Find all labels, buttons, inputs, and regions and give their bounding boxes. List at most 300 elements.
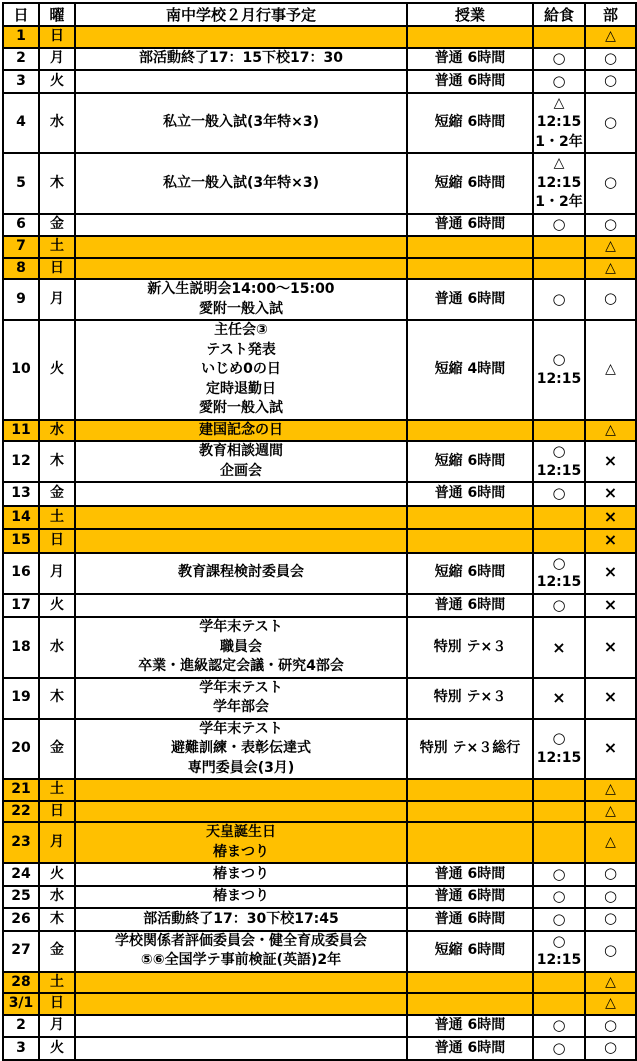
weekday-cell xyxy=(39,1037,75,1060)
club-cell-text: △ xyxy=(605,781,616,797)
club-cell-text: ○ xyxy=(603,1038,618,1056)
day-cell xyxy=(3,279,39,320)
weekday-cell xyxy=(39,617,75,678)
events-cell xyxy=(75,801,407,823)
weekday-cell xyxy=(39,553,75,594)
class-cell xyxy=(407,279,533,320)
day-cell xyxy=(3,26,39,48)
weekday-cell-text: 水 xyxy=(50,114,64,130)
class-cell-text: 普通 6時間 xyxy=(434,1017,506,1033)
club-cell xyxy=(585,214,636,237)
weekday-cell xyxy=(39,863,75,886)
table-row xyxy=(3,258,636,280)
events-line: 卒業・進級認定会議・研究4部会 xyxy=(138,658,344,674)
club-cell-text: △ xyxy=(605,973,616,990)
weekday-cell-text: 水 xyxy=(50,888,64,904)
club-cell xyxy=(585,719,636,780)
lunch-cell xyxy=(533,594,585,618)
day-cell-text: 17 xyxy=(11,596,31,613)
events-cell xyxy=(75,908,407,931)
day-cell xyxy=(3,482,39,506)
events-line: ⑤⑥全国学テ事前検証(英語)2年 xyxy=(140,952,342,968)
day-cell-text: 19 xyxy=(11,689,31,706)
lunch-cell xyxy=(533,719,585,780)
weekday-cell-text: 月 xyxy=(50,50,64,66)
header-day: 日 xyxy=(3,3,39,26)
events-cell xyxy=(75,48,407,71)
weekday-cell-text: 金 xyxy=(50,942,64,959)
table-row xyxy=(3,26,636,48)
club-cell xyxy=(585,779,636,801)
day-cell xyxy=(3,931,39,972)
events-line: 愛附一般入試 xyxy=(199,400,283,416)
club-cell xyxy=(585,863,636,886)
class-cell-text: 特別 テ×３ xyxy=(433,638,507,655)
club-cell-text: ○ xyxy=(603,886,618,905)
header-class: 授業 xyxy=(407,3,533,26)
events-cell xyxy=(75,153,407,214)
events-cell xyxy=(75,214,407,237)
day-cell xyxy=(3,617,39,678)
events-line: 椿まつり xyxy=(213,888,269,904)
club-cell xyxy=(585,70,636,93)
header-weekday: 曜 xyxy=(39,3,75,26)
lunch-cell xyxy=(533,1015,585,1038)
day-cell-text: 28 xyxy=(11,973,31,990)
class-cell-text: 短縮 6時間 xyxy=(434,942,506,959)
club-cell xyxy=(585,26,636,48)
lunch-cell xyxy=(533,617,585,678)
club-cell-text: ○ xyxy=(603,864,618,882)
lunch-line: 1・2年 xyxy=(535,194,583,210)
day-cell xyxy=(3,420,39,442)
club-cell-text: △ xyxy=(605,259,616,276)
table-row xyxy=(3,886,636,909)
weekday-cell-text: 日 xyxy=(50,802,64,819)
lunch-line: ○ xyxy=(552,553,566,572)
weekday-cell xyxy=(39,506,75,530)
day-cell-text: 21 xyxy=(11,781,31,797)
day-cell xyxy=(3,678,39,719)
table-row xyxy=(3,236,636,258)
day-cell-text: 4 xyxy=(16,114,26,130)
lunch-cell xyxy=(533,1037,585,1060)
weekday-cell xyxy=(39,1015,75,1038)
club-cell xyxy=(585,931,636,972)
club-cell xyxy=(585,617,636,678)
events-line: 学年末テスト xyxy=(199,679,283,696)
class-cell xyxy=(407,48,533,71)
day-cell xyxy=(3,719,39,780)
day-cell xyxy=(3,320,39,420)
class-cell-text: 普通 6時間 xyxy=(434,72,506,89)
weekday-cell xyxy=(39,93,75,154)
class-cell-text: 短縮 6時間 xyxy=(434,114,506,130)
club-cell-text: × xyxy=(603,562,618,582)
class-cell xyxy=(407,553,533,594)
class-cell xyxy=(407,258,533,280)
table-row xyxy=(3,908,636,931)
weekday-cell xyxy=(39,908,75,931)
table-row xyxy=(3,594,636,618)
club-cell-text: △ xyxy=(605,238,616,254)
table-row xyxy=(3,320,636,420)
lunch-cell xyxy=(533,26,585,48)
table-row xyxy=(3,678,636,719)
day-cell xyxy=(3,441,39,482)
events-line: 天皇誕生日 xyxy=(206,824,276,840)
weekday-cell xyxy=(39,214,75,237)
club-cell xyxy=(585,801,636,823)
events-line: 学年部会 xyxy=(213,699,269,715)
weekday-cell xyxy=(39,320,75,420)
lunch-line: 12:15 xyxy=(536,370,582,387)
club-cell xyxy=(585,506,636,530)
table-row xyxy=(3,972,636,994)
weekday-cell xyxy=(39,886,75,909)
weekday-cell xyxy=(39,26,75,48)
class-cell-text: 短縮 6時間 xyxy=(434,564,506,581)
lunch-line: ○ xyxy=(552,484,566,502)
weekday-cell xyxy=(39,48,75,71)
day-cell-text: 15 xyxy=(11,532,31,548)
lunch-line: 12:15 xyxy=(536,574,582,590)
weekday-cell-text: 土 xyxy=(50,238,64,254)
lunch-cell xyxy=(533,506,585,530)
lunch-line: △ xyxy=(553,155,565,171)
events-line: 職員会 xyxy=(220,638,262,655)
events-cell xyxy=(75,972,407,994)
events-line: 私立一般入試(3年特×3) xyxy=(162,114,319,130)
lunch-cell xyxy=(533,279,585,320)
events-line: いじめ0の日 xyxy=(201,361,281,377)
day-cell xyxy=(3,1015,39,1038)
club-cell xyxy=(585,886,636,909)
class-cell xyxy=(407,678,533,719)
class-cell xyxy=(407,26,533,48)
weekday-cell-text: 日 xyxy=(50,995,64,1011)
table-row xyxy=(3,801,636,823)
lunch-cell xyxy=(533,48,585,71)
lunch-line: 12:15 xyxy=(536,462,582,479)
weekday-cell xyxy=(39,153,75,214)
weekday-cell-text: 火 xyxy=(50,1039,64,1056)
club-cell xyxy=(585,48,636,71)
lunch-line: ○ xyxy=(552,887,566,905)
class-cell xyxy=(407,594,533,618)
club-cell xyxy=(585,908,636,931)
events-line: 私立一般入試(3年特×3) xyxy=(162,174,319,191)
table-row xyxy=(3,779,636,801)
club-cell xyxy=(585,678,636,719)
club-cell-text: × xyxy=(603,483,618,502)
class-cell-text: 短縮 6時間 xyxy=(434,174,506,191)
class-cell xyxy=(407,972,533,994)
club-cell xyxy=(585,594,636,618)
events-line: 避難訓練・表彰伝達式 xyxy=(171,740,311,756)
weekday-cell xyxy=(39,931,75,972)
club-cell-text: ○ xyxy=(603,214,618,233)
day-cell-text: 6 xyxy=(16,216,26,232)
class-cell xyxy=(407,506,533,530)
class-cell xyxy=(407,822,533,863)
weekday-cell-text: 火 xyxy=(50,865,64,882)
table-row xyxy=(3,719,636,780)
lunch-cell xyxy=(533,441,585,482)
class-cell xyxy=(407,236,533,258)
header-title: 南中学校２月行事予定 xyxy=(75,3,407,26)
table-row xyxy=(3,931,636,972)
class-cell-text: 普通 6時間 xyxy=(434,485,506,501)
lunch-line: × xyxy=(552,637,566,657)
lunch-cell xyxy=(533,214,585,237)
weekday-cell-text: 木 xyxy=(50,689,64,706)
day-cell xyxy=(3,506,39,530)
day-cell-text: 12 xyxy=(11,452,31,469)
weekday-cell xyxy=(39,236,75,258)
day-cell-text: 14 xyxy=(11,508,31,525)
table-row xyxy=(3,93,636,154)
class-cell xyxy=(407,863,533,886)
class-cell xyxy=(407,93,533,154)
day-cell-text: 5 xyxy=(16,174,26,191)
club-cell xyxy=(585,441,636,482)
weekday-cell xyxy=(39,719,75,780)
club-cell xyxy=(585,529,636,553)
club-cell-text: ○ xyxy=(603,173,618,191)
lunch-line: ○ xyxy=(552,595,566,614)
lunch-line: 12:15 xyxy=(536,114,582,130)
weekday-cell-text: 火 xyxy=(50,361,64,377)
club-cell-text: ○ xyxy=(603,48,618,67)
table-row xyxy=(3,506,636,530)
day-cell-text: 22 xyxy=(11,802,31,819)
club-cell xyxy=(585,972,636,994)
events-line: 学校関係者評価委員会・健全育成委員会 xyxy=(115,932,367,949)
lunch-cell xyxy=(533,320,585,420)
day-cell-text: 26 xyxy=(11,910,31,927)
class-cell xyxy=(407,482,533,506)
table-row xyxy=(3,1015,636,1038)
weekday-cell-text: 火 xyxy=(50,596,64,613)
day-cell-text: 20 xyxy=(11,740,31,756)
day-cell xyxy=(3,70,39,93)
lunch-line: 1・2年 xyxy=(535,133,583,150)
lunch-cell xyxy=(533,908,585,931)
weekday-cell xyxy=(39,482,75,506)
day-cell-text: 11 xyxy=(11,421,31,438)
lunch-cell xyxy=(533,801,585,823)
table-row xyxy=(3,617,636,678)
class-cell xyxy=(407,779,533,801)
weekday-cell xyxy=(39,678,75,719)
day-cell xyxy=(3,258,39,280)
weekday-cell-text: 月 xyxy=(50,290,64,307)
lunch-cell xyxy=(533,886,585,909)
lunch-line: ○ xyxy=(552,931,566,950)
club-cell-text: △ xyxy=(605,833,616,850)
events-line: 新入生説明会14:00〜15:00 xyxy=(147,281,335,297)
lunch-line: ○ xyxy=(552,1038,566,1057)
header-lunch: 給食 xyxy=(533,3,585,26)
club-cell xyxy=(585,482,636,506)
class-cell xyxy=(407,801,533,823)
class-cell xyxy=(407,529,533,553)
lunch-cell xyxy=(533,931,585,972)
lunch-cell xyxy=(533,972,585,994)
weekday-cell xyxy=(39,258,75,280)
weekday-cell-text: 金 xyxy=(50,740,64,756)
lunch-cell xyxy=(533,822,585,863)
day-cell xyxy=(3,863,39,886)
lunch-line: ○ xyxy=(552,215,566,233)
class-cell xyxy=(407,441,533,482)
weekday-cell-text: 土 xyxy=(50,508,64,525)
events-cell xyxy=(75,779,407,801)
club-cell xyxy=(585,553,636,594)
weekday-cell-text: 日 xyxy=(50,259,64,276)
events-line: 企画会 xyxy=(220,462,262,479)
weekday-cell-text: 日 xyxy=(50,28,64,44)
lunch-line: 12:15 xyxy=(536,749,582,766)
weekday-cell-text: 金 xyxy=(50,216,64,232)
club-cell-text: × xyxy=(603,594,618,614)
table-row xyxy=(3,420,636,442)
weekday-cell-text: 月 xyxy=(50,564,64,581)
events-cell xyxy=(75,719,407,780)
monthly-schedule-table xyxy=(2,2,637,1061)
table-row xyxy=(3,279,636,320)
table-row xyxy=(3,822,636,863)
events-cell xyxy=(75,26,407,48)
events-cell xyxy=(75,258,407,280)
day-cell xyxy=(3,236,39,258)
lunch-line: ○ xyxy=(552,909,566,928)
day-cell xyxy=(3,993,39,1015)
table-row xyxy=(3,48,636,71)
club-cell xyxy=(585,822,636,863)
lunch-line: 12:15 xyxy=(536,174,582,191)
lunch-cell xyxy=(533,420,585,442)
events-cell xyxy=(75,236,407,258)
lunch-cell xyxy=(533,863,585,886)
class-cell-text: 普通 6時間 xyxy=(434,596,506,613)
events-cell xyxy=(75,1015,407,1038)
events-cell xyxy=(75,93,407,154)
class-cell-text: 普通 6時間 xyxy=(434,865,506,882)
day-cell xyxy=(3,594,39,618)
lunch-cell xyxy=(533,779,585,801)
weekday-cell xyxy=(39,594,75,618)
class-cell-text: 普通 6時間 xyxy=(434,910,506,927)
class-cell xyxy=(407,908,533,931)
weekday-cell xyxy=(39,441,75,482)
events-cell xyxy=(75,822,407,863)
lunch-cell xyxy=(533,153,585,214)
day-cell xyxy=(3,908,39,931)
club-cell-text: × xyxy=(603,738,618,757)
table-row xyxy=(3,863,636,886)
events-line: 椿まつり xyxy=(213,843,269,860)
table-row xyxy=(3,153,636,214)
club-cell xyxy=(585,320,636,420)
events-cell xyxy=(75,1037,407,1060)
class-cell xyxy=(407,153,533,214)
events-cell xyxy=(75,320,407,420)
day-cell-text: 24 xyxy=(11,865,31,882)
events-cell xyxy=(75,529,407,553)
events-line: 部活動終了17：15下校17：30 xyxy=(139,50,343,66)
header-club: 部 xyxy=(585,3,636,26)
events-cell xyxy=(75,993,407,1015)
club-cell-text: △ xyxy=(605,802,616,819)
day-cell-text: 7 xyxy=(16,238,26,254)
table-row xyxy=(3,482,636,506)
events-line: 愛附一般入試 xyxy=(199,300,283,317)
weekday-cell-text: 火 xyxy=(50,72,64,89)
class-cell-text: 短縮 4時間 xyxy=(434,361,506,377)
events-cell xyxy=(75,70,407,93)
lunch-cell xyxy=(533,553,585,594)
weekday-cell-text: 月 xyxy=(50,833,64,850)
events-cell xyxy=(75,886,407,909)
lunch-cell xyxy=(533,529,585,553)
events-line: 定時退勤日 xyxy=(206,380,276,397)
day-cell xyxy=(3,153,39,214)
events-cell xyxy=(75,482,407,506)
class-cell-text: 普通 6時間 xyxy=(434,216,506,232)
club-cell xyxy=(585,153,636,214)
weekday-cell xyxy=(39,420,75,442)
day-cell-text: 3 xyxy=(16,72,26,89)
events-line: 主任会③ xyxy=(214,322,268,338)
weekday-cell-text: 水 xyxy=(50,421,64,438)
class-cell xyxy=(407,1015,533,1038)
day-cell-text: 18 xyxy=(11,638,31,655)
class-cell xyxy=(407,214,533,237)
lunch-cell xyxy=(533,258,585,280)
class-cell-text: 普通 6時間 xyxy=(434,50,506,66)
day-cell-text: 8 xyxy=(16,259,26,276)
class-cell-text: 短縮 6時間 xyxy=(434,452,506,469)
lunch-cell xyxy=(533,482,585,506)
club-cell-text: ○ xyxy=(603,289,618,308)
day-cell-text: 27 xyxy=(11,942,31,959)
events-line: 学年末テスト xyxy=(199,720,283,737)
weekday-cell xyxy=(39,993,75,1015)
events-line: テスト発表 xyxy=(206,341,276,358)
lunch-line: ○ xyxy=(552,71,566,90)
club-cell-text: △ xyxy=(605,361,616,377)
club-cell xyxy=(585,993,636,1015)
events-cell xyxy=(75,931,407,972)
lunch-cell xyxy=(533,678,585,719)
club-cell-text: × xyxy=(603,506,618,526)
class-cell xyxy=(407,70,533,93)
events-cell xyxy=(75,279,407,320)
day-cell xyxy=(3,553,39,594)
weekday-cell xyxy=(39,801,75,823)
club-cell-text: ○ xyxy=(603,1015,618,1034)
lunch-line: ○ xyxy=(552,350,566,369)
weekday-cell-text: 月 xyxy=(50,1017,64,1033)
lunch-line: ○ xyxy=(552,729,566,748)
events-line: 教育課程検討委員会 xyxy=(178,564,304,581)
table-row xyxy=(3,214,636,237)
events-line: 教育相談週間 xyxy=(199,443,283,459)
club-cell-text: × xyxy=(603,530,618,549)
class-cell xyxy=(407,1037,533,1060)
